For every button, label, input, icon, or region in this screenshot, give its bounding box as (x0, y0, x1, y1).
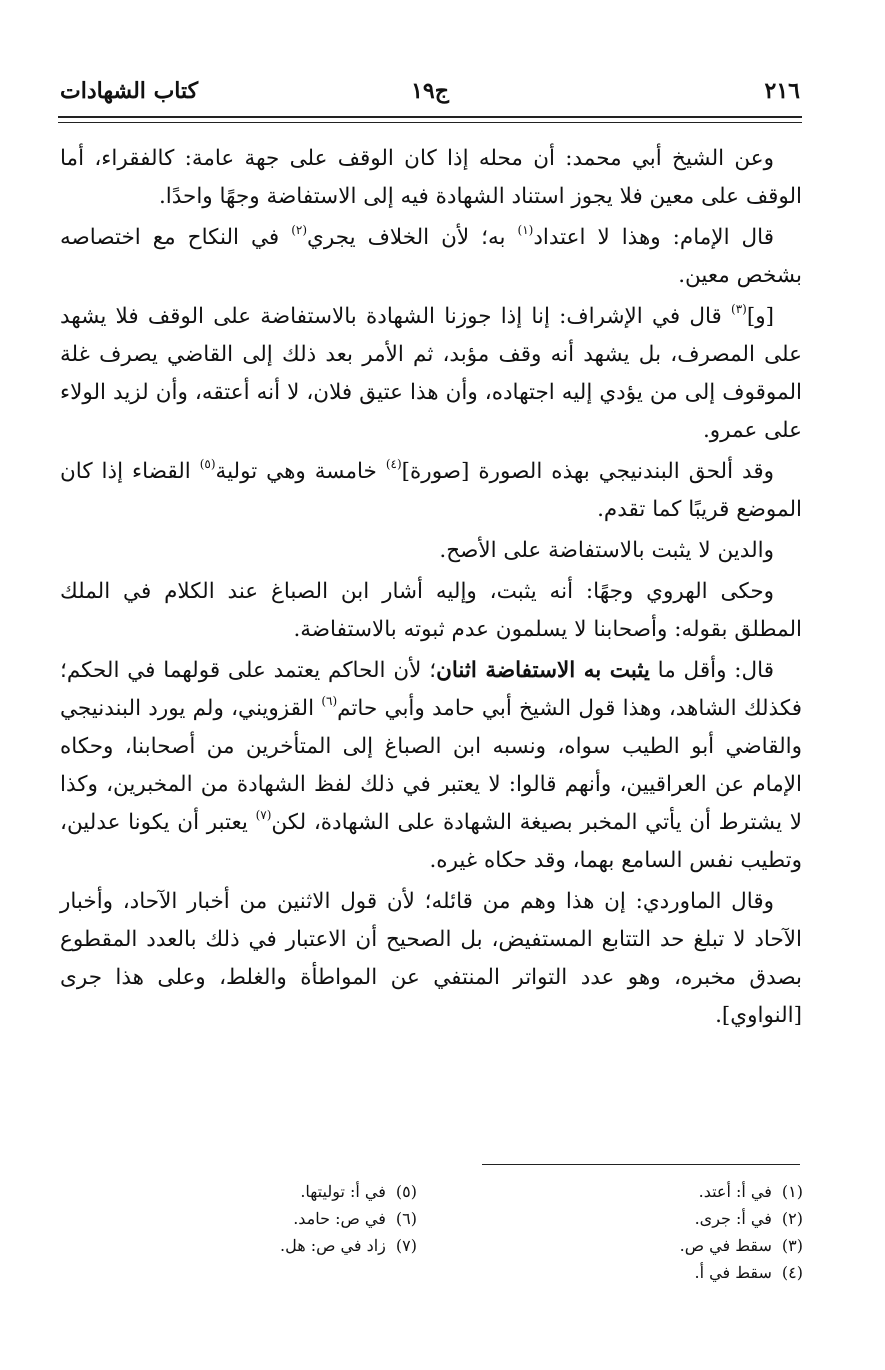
emphasis-text: يثبت به الاستفاضة اثنان (436, 658, 650, 683)
paragraph-1: وعن الشيخ أبي محمد: أن محله إذا كان الوقف على جهة عامة: كالفقراء، أما الوقف على معين فلا يجوز استناد الشهادة فيه إلى الاستفاضة وجهًا واحدًا. (60, 146, 802, 209)
footnote-ref: (١) (517, 222, 534, 237)
footnote-item: (٢) في أ: جرى. (694, 1209, 803, 1228)
footnote-item: (٤) سقط في أ. (694, 1263, 803, 1282)
footnote-item: (٦) في ص: حامد. (293, 1209, 417, 1228)
header-rule-thick (58, 116, 802, 118)
header-rule-thin (58, 122, 802, 123)
footnote-item: (١) في أ: أعتد. (698, 1182, 803, 1201)
paragraph-2: قال الإمام: وهذا لا اعتداد$^{(١)}$ به؛ لأن الخلاف يجري$^{(٢)}$ في النكاح مع اختصاصه بشخص معين. (60, 222, 802, 288)
body-text (60, 140, 802, 1038)
footnote-ref: (٢) (291, 222, 308, 237)
volume-label: ج١٩ (411, 78, 449, 104)
footnote-ref: (٧) (255, 807, 272, 822)
footnote-separator (482, 1164, 800, 1165)
footnote-item: (٧) زاد في ص: هل. (279, 1236, 417, 1255)
paragraph-5: والدين لا يثبت بالاستفاضة على الأصح. (439, 538, 774, 563)
paragraph-3: [و]$^{(٣)}$ قال في الإشراف: إنا إذا جوزنا الشهادة بالاستفاضة على الوقف فلا يشهد على المصرف، بل يشهد أنه وقف مؤبد، ثم الأمر بعد ذلك إلى القاضي يصرف غلة الموقوف إلى من يؤدي إليه اجتهاده، وأن هذا عتيق فلان، لا أنه أعتقه، وأن لزيد الولاء على عمرو. (60, 301, 802, 443)
paragraph-8: وقال الماوردي: إن هذا وهم من قائله؛ لأن قول الاثنين من أخبار الآحاد، وأخبار الآحاد لا تبلغ حد التتابع المستفيض، بل الصحيح أن الاعتبار في ذلك بالعدد المقطوع بصدق مخبره، وهو عدد التواتر المنتفي عن المواطأة والغلط، وعلى هذا جرى [النواوي]. (60, 889, 802, 1028)
footnote-ref: (٦) (321, 693, 338, 708)
footnote-ref: (٥) (199, 456, 216, 471)
paragraph-4: وقد ألحق البندنيجي بهذه الصورة [صورة]$^{(٤)}$ خامسة وهي تولية$^{(٥)}$ القضاء إذا كان الموضع قريبًا كما تقدم. (60, 456, 802, 522)
footnote-item: (٥) في أ: توليتها. (300, 1182, 417, 1201)
footnote-ref: (٤) (385, 456, 402, 471)
footnotes-column-left (157, 1178, 417, 1259)
page-header (60, 78, 800, 118)
footnotes-column-right (503, 1178, 803, 1286)
paragraph-7: قال: وأقل ما يثبت به الاستفاضة اثنان؛ لأن الحاكم يعتمد على قولهما في الحكم؛ فكذلك الشاهد، وهذا قول الشيخ أبي حامد وأبي حاتم$^{(٦)}$ القزويني، ولم يورد البندنيجي والقاضي أبو الطيب سواه، ونسبه ابن الصباغ إلى المتأخرين من أصحابنا، وحكاه الإمام عن العراقيين، وأنهم قالوا: لا يعتبر في ذلك لفظ الشهادة من المخبرين، وكذا لا يشترط أن يأتي المخبر بصيغة الشهادة على الشهادة، لكن$^{(٧)}$ يعتبر أن يكونا عدلين، وتطيب نفس السامع بهما، وقد حكاه غيره. (60, 658, 802, 873)
footnote-ref: (٣) (731, 301, 747, 316)
book-title: كتاب الشهادات (60, 78, 199, 104)
footnote-item: (٣) سقط في ص. (679, 1236, 803, 1255)
page-number: ٢١٦ (764, 78, 800, 104)
paragraph-6: وحكى الهروي وجهًا: أنه يثبت، وإليه أشار ابن الصباغ عند الكلام في الملك المطلق بقوله: وأصحابنا لا يسلمون عدم ثبوته بالاستفاضة. (60, 579, 802, 642)
